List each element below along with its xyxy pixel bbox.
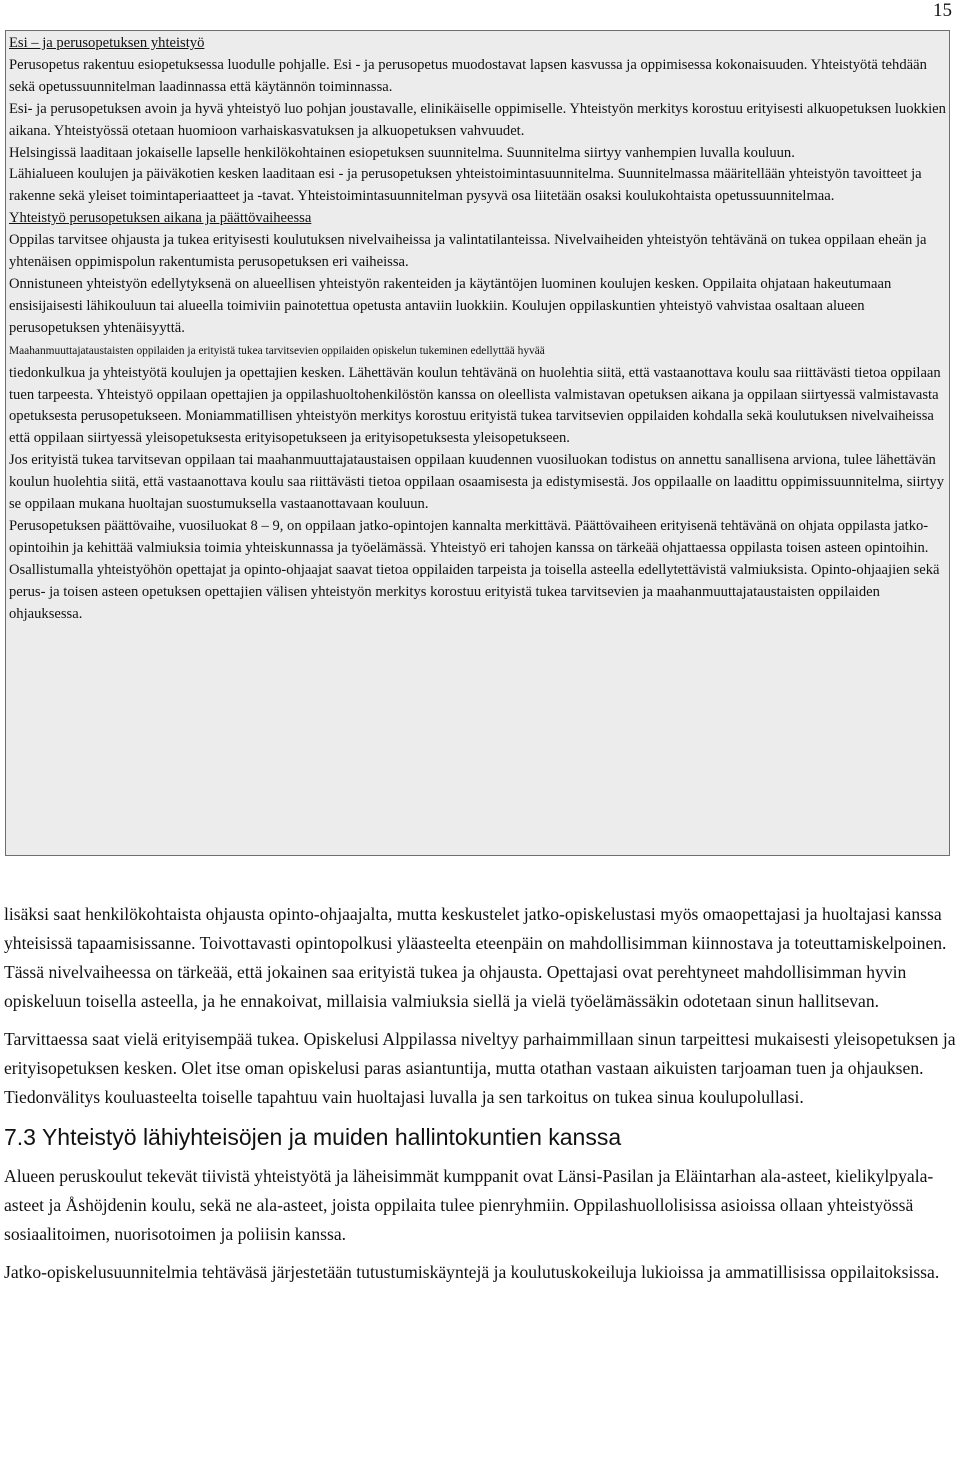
body-paragraph: Tarvittaessa saat vielä erityisempää tukea. Opiskelusi Alppilassa niveltyy parhaimmillaan sinun tarpeittesi mukaisesti yleisopetuksen ja erityisopetuksen kesken. Olet itse oman opiskelusi paras asiantuntija, mutta otathan vastaan aikuisten tarjoaman tuen ja ohjauksen. Tiedonvälitys kouluasteelta toiselle tapahtuu vain huoltajasi luvalla ja sen tarkoitus on tukea sinua koulupolullasi. <box>4 1029 956 1107</box>
box-paragraph <box>9 340 946 451</box>
body-paragraph: Jatko-opiskelusuunnitelmia tehtäväsä järjestetään tutustumiskäyntejä ja koulutuskokeiluja lukioissa ja ammatillisissa oppilaitoksissa. <box>4 1262 940 1282</box>
box-paragraph: Jos erityistä tukea tarvitsevan oppilaan tai maahanmuuttajataustaisen oppilaan kuudennen vuosiluokan todistus on annettu sanallisena arviona, tulee lähettävän koulun huolehtia siitä, että vastaanottava koulu saa riittävästi tietoa oppilaan osaamisesta ja edistymisestä. Jos oppilaalle on laadittu oppimissuunnitelma, siirtyy se oppilaan mukana huoltajan suostumuksella vastaanottavaan kouluun. <box>9 452 945 513</box>
section-heading: 7.3 Yhteistyö lähiyhteisöjen ja muiden hallintokuntien kanssa <box>4 1124 622 1150</box>
box-heading-paattovaihe: Yhteistyö perusopetuksen aikana ja päättövaiheessa <box>9 210 312 227</box>
box-paragraph: Perusopetuksen päättövaihe, vuosiluokat 8 – 9, on oppilaan jatko-opintojen kannalta merkittävä. Päättövaiheen erityisenä tehtävänä on ohjata oppilasta jatko-opintoihin ja kehittää valmiuksia toimia yhteiskunnassa ja työelämässä. Yhteistyö eri tahojen kanssa on tärkeää ohjattaessa oppilasta toisen asteen opintoihin. Osallistumalla yhteistyöhön opettajat ja opinto-ohjaajat saavat tietoa oppilaiden tarpeista ja toisella asteella edellytettävistä valmiuksista. Opinto-ohjaajien sekä perus- ja toisen asteen opetuksen opettajien välisen yhteistyön merkitys korostuu erityistä tukea tarvitsevien ja maahanmuuttajataustaisten oppilaiden ohjauksessa. <box>9 517 940 622</box>
box-text: tiedonkulkua ja yhteistyötä koulujen ja opettajien kesken. Lähettävän koulun tehtävänä on huolehtia siitä, että vastaanottava koulu saa riittävästi tietoa oppilaan tuen tarpeesta. Yhteistyö oppilaan opettajien ja oppilashuoltohenkilöstön kanssa on oleellista valmistavan opetuksen aikana ja oppilaan siirtyessä valmistavasta opetuksesta perusopetukseen. Moniammatillisen yhteistyön merkitys korostuu erityistä tukea tarvitsevien oppilaiden kohdalla sekä koulutuksen nivelvaiheissa että oppilaan siirtyessä yleisopetuksesta erityisopetukseen ja erityisopetuksesta yleisopetukseen. <box>9 364 941 447</box>
box-paragraph: Esi- ja perusopetuksen avoin ja hyvä yhteistyö luo pohjan joustavalle, elinikäiselle oppimiselle. Yhteistyön merkitys korostuu erityisesti alkuopetuksen luokkien aikana. Yhteistyössä otetaan huomioon varhaiskasvatuksen ja alkuopetuksen vahvuudet. <box>9 100 946 139</box>
box-paragraph: Lähialueen koulujen ja päiväkotien kesken laaditaan esi - ja perusopetuksen yhteistoimintasuunnitelma. Suunnitelmassa määritellään yhteistyön tavoitteet ja rakenne sekä yleiset toimintaperiaatteet ja -tavat. Yhteistoimintasuunnitelman pysyvä osa liitetään osaksi koulukohtaista opetussuunnitelmaa. <box>9 166 922 205</box>
box-paragraph: Helsingissä laaditaan jokaiselle lapselle henkilökohtainen esiopetuksen suunnitelma. Suunnitelma siirtyy vanhempien luvalla kouluun. <box>9 144 795 161</box>
info-box <box>5 30 950 856</box>
box-paragraph: Perusopetus rakentuu esiopetuksessa luodulle pohjalle. Esi - ja perusopetus muodostavat lapsen kasvussa ja oppimisessa kokonaisuuden. Yhteistyötä tehdään sekä opetussuunnitelman laadinnassa että käytännön toiminnassa. <box>9 56 927 95</box>
box-small-text: Maahanmuuttajataustaisten oppilaiden ja erityistä tukea tarvitsevien oppilaiden opiskelun tukeminen edellyttää hyvää <box>9 344 545 357</box>
main-content <box>4 900 956 1296</box>
body-paragraph: lisäksi saat henkilökohtaista ohjausta opinto-ohjaajalta, mutta keskustelet jatko-opiskelustasi myös omaopettajasi ja huoltajasi kanssa yhteisissä tapaamisissanne. Toivottavasti opintopolkusi yläasteelta eteenpäin on mahdollisimman kiinnostava ja toteuttamiskelpoinen. Tässä nivelvaiheessa on tärkeää, että jokainen saa erityistä tukea ja ohjausta. Opettajasi ovat perehtyneet mahdollisimman hyvin opiskeluun toisella asteella, ja he ennakoivat, millaisia valmiuksia siellä ja vielä työelämässäkin odotetaan sinun hallitsevan. <box>4 904 947 1011</box>
page-number: 15 <box>933 0 952 21</box>
box-paragraph: Onnistuneen yhteistyön edellytyksenä on alueellisen yhteistyön rakenteiden ja käytäntöjen luominen koulujen kesken. Oppilaita ohjataan hakeutumaan ensisijaisesti lähikouluun tai alueella toimiviin painotettua opetusta antaviin luokkiin. Koulujen oppilaskuntien yhteistyö vahvistaa osaltaan alueen perusopetuksen yhtenäisyyttä. <box>9 275 892 336</box>
box-paragraph: Oppilas tarvitsee ohjausta ja tukea erityisesti koulutuksen nivelvaiheissa ja valintatilanteissa. Nivelvaiheiden yhteistyön tehtävänä on tukea oppilaan eheän ja yhtenäisen oppimispolun rakentumista perusopetuksen eri vaiheissa. <box>9 232 927 271</box>
body-paragraph: Alueen peruskoulut tekevät tiivistä yhteistyötä ja läheisimmät kumppanit ovat Länsi-Pasilan ja Eläintarhan ala-asteet, kielikylpyala-asteet ja Åshöjdenin koulu, sekä ne ala-asteet, joista oppilaita tulee pienryhmiin. Oppilashuollolisissa asioissa ollaan yhteistyössä sosiaalitoimen, nuorisotoimen ja poliisin kanssa. <box>4 1166 934 1244</box>
box-heading-esi-perusopetus: Esi – ja perusopetuksen yhteistyö <box>9 35 205 51</box>
